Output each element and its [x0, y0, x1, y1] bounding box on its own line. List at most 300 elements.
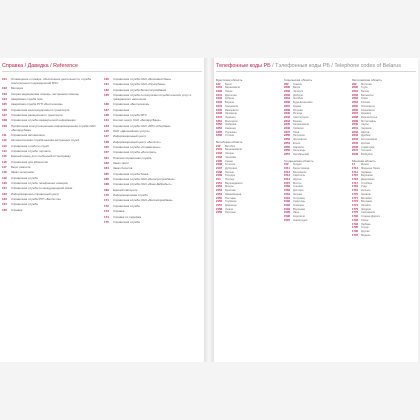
phone-code: 1717 — [352, 181, 358, 185]
phone-code: 2345 — [284, 123, 290, 127]
service-code: 170 — [104, 193, 109, 198]
service-description: Справочная служба ОАО «Приорбанк» — [113, 82, 166, 87]
phone-code: 1716 — [352, 178, 358, 182]
phone-code: 232 — [284, 82, 289, 86]
reference-entry — [2, 161, 100, 165]
city-name: Кричев — [361, 141, 370, 145]
service-code: 109 — [2, 123, 7, 128]
phone-code-row — [216, 134, 280, 138]
service-code: 106 — [2, 107, 7, 112]
city-name: Осиповичи — [361, 104, 375, 108]
reference-entry — [2, 87, 100, 91]
phone-code: 2231 — [352, 90, 358, 93]
service-description: Справочная служба ОАО «Банк Дабрабыт» — [113, 182, 172, 187]
phone-code: 2131 — [216, 148, 222, 152]
service-description: Заказ билетов — [113, 166, 133, 171]
service-code: 147 — [104, 134, 109, 139]
service-description: Справка — [11, 207, 23, 212]
city-name: Ивацевичи — [225, 108, 239, 112]
reference-entry — [2, 209, 100, 213]
city-name: Наровля — [293, 145, 304, 149]
service-description: ОАО «Дальнейшие услуги» — [113, 129, 150, 133]
phone-code: 2246 — [352, 145, 358, 149]
phone-code: 1594 — [284, 207, 290, 211]
city-name: Червень — [361, 170, 372, 174]
service-code: 132 — [104, 87, 109, 92]
city-name: Петриков — [293, 134, 305, 138]
phone-code: 1775 — [352, 207, 358, 211]
service-description: Информационно-справочный центр — [11, 191, 60, 196]
city-name: Костюковичи — [361, 138, 378, 142]
city-name: Дрогичин — [225, 93, 237, 97]
city-name: Несвиж — [361, 192, 371, 196]
service-description: Справочная служба банка — [113, 171, 149, 176]
service-description: Справочная для абонентов — [11, 159, 48, 164]
service-code: 113 — [2, 143, 7, 148]
reference-entry — [104, 125, 202, 129]
city-name: Брагин — [293, 119, 302, 123]
phone-code: 2157 — [216, 203, 222, 207]
phone-code: 2355 — [284, 145, 290, 149]
service-description: Заказ телеграмм — [11, 170, 34, 175]
reference-entry — [104, 216, 202, 220]
region-title: Брестская область — [216, 78, 243, 82]
phone-code: 2132 — [216, 152, 222, 156]
city-name: Ушачи — [225, 207, 234, 211]
city-name: Глубокое — [225, 200, 237, 204]
city-name: Вороново — [293, 207, 306, 211]
phone-code: 2237 — [352, 112, 358, 116]
service-code: 135 — [104, 93, 109, 98]
city-name: Чериков — [361, 127, 372, 131]
service-code: 103 — [2, 91, 7, 96]
service-code: 130 — [104, 77, 109, 81]
phone-code-row — [216, 211, 280, 215]
city-name: Сенно — [225, 159, 233, 163]
phone-code: 2153 — [216, 189, 222, 193]
region-block — [216, 140, 280, 215]
service-description: Аварийная служба РУП «Белтелеком» — [11, 102, 63, 107]
service-code: 116 — [2, 159, 7, 164]
region-block — [352, 159, 416, 238]
phone-code: 2356 — [284, 149, 290, 153]
phone-code: 2139 — [216, 174, 222, 178]
right-page — [214, 58, 418, 362]
reference-entry — [2, 93, 100, 97]
service-description: Автоматическая служба вызова экстренных служб — [11, 138, 80, 143]
phone-code: 17 — [352, 163, 355, 167]
service-code: 165 — [104, 171, 109, 176]
region-title: Могилевская область — [352, 78, 383, 82]
service-code: 120 — [2, 181, 7, 185]
region-title: Витебская область — [216, 140, 243, 145]
phone-code: 2234 — [352, 101, 358, 105]
service-code: 136 — [104, 102, 109, 107]
phone-code: 2235 — [352, 104, 358, 108]
phone-code: 2336 — [284, 101, 290, 105]
reference-entry — [104, 119, 202, 123]
phone-code: 1563 — [284, 189, 290, 193]
city-name: Лепель — [225, 152, 235, 156]
service-code: 141 — [104, 118, 109, 123]
phone-code: 1713 — [352, 166, 358, 170]
city-name: Хойники — [293, 127, 304, 131]
service-code: 161 — [104, 155, 109, 160]
city-name: Ганцевичи — [225, 104, 239, 108]
service-code: 168 — [104, 182, 109, 187]
city-name: Клецк — [361, 218, 369, 222]
region-title: Минская область — [352, 158, 376, 163]
city-name: Пружаны — [225, 130, 237, 134]
reference-entry — [104, 141, 202, 145]
reference-entry — [2, 182, 100, 186]
city-name: Браслав — [225, 189, 236, 193]
service-code: 112 — [2, 138, 7, 143]
phone-code: 2350 — [284, 134, 290, 138]
phone-code: 2135 — [216, 159, 222, 163]
service-description: Справочная железнодорожного транспорта — [11, 107, 70, 112]
city-name: Горки — [361, 97, 368, 101]
service-description: Бюро ремонта — [11, 164, 31, 169]
right-page-header — [216, 63, 401, 69]
reference-entry — [2, 109, 100, 113]
phone-code: 2233 — [352, 97, 358, 101]
city-name: Толочин — [225, 163, 236, 167]
service-description: Справочная служба по международной связи — [11, 186, 73, 191]
city-name: Кировск — [361, 112, 371, 116]
reference-entry — [104, 178, 202, 182]
reference-entry — [2, 134, 100, 138]
service-description: Аварийная служба газа — [11, 96, 43, 101]
phone-code: 2342 — [284, 115, 290, 119]
city-name: Минск — [361, 163, 369, 167]
phone-code: 2244 — [352, 138, 358, 142]
phone-code: 2136 — [216, 163, 222, 167]
phone-code: 1641 — [216, 93, 222, 97]
reference-column-2 — [104, 78, 202, 226]
service-description: Скорая медицинская помощь, экстренная помощь — [11, 91, 79, 96]
phone-code: 1771 — [352, 196, 358, 200]
reference-entry — [2, 155, 100, 159]
service-code: 157 — [104, 150, 109, 155]
service-description: Платная справочная служба — [113, 155, 152, 160]
region-title: Гродненская область — [284, 158, 314, 163]
service-code: 111 — [2, 132, 7, 137]
phone-code: 1514 — [284, 178, 290, 182]
service-code: 145 — [104, 129, 109, 133]
city-name: Каменец — [225, 127, 236, 131]
city-name: Лунинец — [225, 115, 236, 119]
phone-code: 2239 — [352, 119, 358, 123]
phone-code: 2232 — [352, 93, 358, 97]
service-description: Справочная служба — [11, 202, 38, 207]
service-code: 172 — [104, 203, 109, 208]
reference-entry — [2, 145, 100, 149]
right-header-subtitle: / Тэлефонныя коды РБ / Telephone codes of Belarus — [270, 63, 401, 69]
city-name: Кореличи — [293, 215, 305, 219]
service-code: 101 — [2, 77, 7, 81]
city-name: Климовичи — [361, 108, 375, 112]
right-header-title: Телефонные коды РБ — [216, 63, 271, 69]
city-name: Буда-Кошелёво — [293, 101, 313, 105]
phone-code: 1796 — [352, 229, 358, 233]
city-name: Быхов — [361, 90, 369, 93]
region-block — [216, 78, 280, 138]
reference-entry — [104, 83, 202, 87]
service-description: Справочная служба коммерческой информации — [11, 118, 76, 123]
reference-entry — [2, 125, 100, 133]
service-code: 171 — [104, 198, 109, 203]
city-name: Дрибин — [361, 134, 371, 138]
city-name: Островец — [293, 196, 306, 200]
region-block — [284, 78, 348, 157]
service-description: Справочная служба телефонных номеров — [11, 181, 68, 185]
phone-code: 1776 — [352, 211, 358, 215]
reference-entry — [2, 166, 100, 170]
city-name: Витебск — [225, 144, 235, 148]
phone-code: 2330 — [284, 86, 290, 90]
service-description: Справочная служба МТС — [113, 112, 147, 117]
city-name: Добруш — [293, 93, 303, 97]
reference-entry — [104, 205, 202, 209]
codes-column-1 — [216, 78, 280, 217]
reference-entry — [104, 221, 202, 225]
city-name: Могилев — [361, 82, 372, 86]
service-code: 137 — [104, 107, 109, 112]
city-name: Верхнедвинск — [225, 181, 243, 185]
city-name: Дубровно — [225, 166, 238, 170]
reference-entry — [104, 109, 202, 113]
service-description: Информационный центр «Белстат» — [113, 139, 161, 144]
phone-code-row — [284, 153, 348, 157]
city-name: Белыничи — [361, 93, 374, 97]
service-description: Единый call-центр — [113, 187, 138, 192]
city-name: Жодино — [361, 207, 371, 211]
reference-entry — [104, 135, 202, 139]
left-header-rule — [2, 71, 202, 72]
city-name: Житковичи — [293, 138, 307, 142]
phone-code: 1797 — [352, 233, 358, 237]
book-spine — [204, 58, 214, 362]
phone-code: 2155 — [216, 196, 222, 200]
city-name: Щучин — [293, 178, 302, 182]
phone-code-row — [352, 153, 416, 157]
service-code: 166 — [104, 177, 109, 182]
city-name: Шарковщина — [225, 192, 242, 196]
reference-entry — [104, 94, 202, 102]
reference-entry — [104, 194, 202, 198]
city-name: Шклов — [361, 130, 370, 134]
service-code: 175 — [104, 219, 109, 224]
service-code: 108 — [2, 118, 7, 123]
phone-code: 1592 — [284, 200, 290, 204]
city-name: Лоев — [293, 130, 300, 134]
city-name: Чашники — [225, 155, 237, 159]
reference-entry — [2, 119, 100, 123]
phone-code: 1562 — [284, 185, 290, 189]
city-name: Столбцы — [361, 181, 373, 185]
service-code: 121 — [2, 186, 7, 191]
phone-code: 1651 — [216, 119, 222, 123]
service-description: Милиция — [11, 86, 24, 91]
phone-code: 1591 — [284, 196, 290, 200]
city-name: Докшицы — [225, 203, 237, 207]
left-page-header — [2, 63, 78, 69]
service-description: Информационная служба — [113, 193, 148, 198]
city-name: Малорита — [225, 119, 238, 123]
city-name: Корма — [293, 104, 301, 108]
phone-code: 2138 — [216, 170, 222, 174]
service-description: Единый номер для сообщений в Горсправку — [11, 154, 71, 159]
left-page — [0, 58, 204, 362]
phone-code: 1792 — [352, 215, 358, 219]
codes-column-3 — [352, 78, 416, 239]
phone-code: 162 — [216, 82, 221, 86]
service-code: 122 — [2, 191, 7, 196]
city-name: Калинковичи — [293, 123, 310, 127]
city-name: Ветка — [293, 86, 301, 90]
phone-code: 1642 — [216, 97, 222, 101]
city-name: Логойск — [361, 203, 371, 207]
phone-code: 2243 — [352, 134, 358, 138]
city-name: Ошмяны — [293, 203, 304, 207]
city-name: Любань — [361, 222, 371, 226]
service-description: Справочная служба ОАО «Белгазпромбанк» — [113, 198, 173, 203]
city-name: Ивье — [293, 211, 300, 215]
reference-entry — [104, 114, 202, 118]
city-name: Мстиславль — [361, 119, 377, 123]
city-name: Хотимск — [361, 149, 372, 153]
phone-code: 1718 — [352, 185, 358, 189]
phone-code: 1593 — [284, 203, 290, 207]
service-code: 119 — [2, 175, 7, 180]
city-name: Гомель — [293, 82, 302, 86]
phone-code: 2334 — [284, 97, 290, 101]
city-name: Краснополье — [361, 115, 378, 119]
service-description: Справочная о работе служб — [11, 143, 49, 148]
reference-entry — [104, 151, 202, 155]
service-description: Контакт-центр ОАО «БеларусБанк» — [113, 118, 161, 123]
phone-code: 1596 — [284, 215, 290, 219]
city-name: Чечерск — [293, 90, 304, 93]
city-name: Мядель — [361, 233, 371, 237]
service-description: Справочная служба «Справочные» — [113, 145, 161, 150]
phone-code: 1772 — [352, 200, 358, 204]
phone-code: 2353 — [284, 138, 290, 142]
service-code: 105 — [2, 102, 7, 107]
phone-code: 2137 — [216, 166, 222, 170]
service-code: 131 — [104, 82, 109, 87]
phone-code: 1564 — [284, 192, 290, 196]
service-description: Справочная служба РУП «Белпочта» — [11, 197, 61, 202]
service-description: Справочная «Белтелеком» — [113, 102, 150, 107]
phone-code: 1632 — [216, 90, 222, 93]
reference-entry — [104, 183, 202, 187]
city-name: Брест — [225, 82, 233, 86]
right-header-rule — [216, 71, 416, 72]
phone-code: 2159 — [216, 211, 222, 215]
phone-code: 2151 — [216, 181, 222, 185]
reference-entry — [2, 98, 100, 102]
service-code: 118 — [2, 170, 7, 175]
service-description: Справочная служба «Интеграл» — [113, 150, 157, 155]
city-name: Старые Дороги — [361, 215, 381, 219]
service-description: Оповещение о пожаре, обеспечение деятельности, служба спасательных подразделений МЧС — [11, 77, 91, 85]
city-name: Слоним — [293, 185, 303, 189]
service-description: Заказ такси — [113, 161, 129, 166]
reference-entry — [2, 193, 100, 197]
city-name: Миоры — [225, 185, 234, 189]
service-description: Информационный центр — [113, 134, 147, 139]
phone-code: 1643 — [216, 101, 222, 105]
city-name: Светлогорск — [293, 115, 309, 119]
service-description: Справочная служба торговли — [11, 148, 51, 153]
reference-entry — [2, 198, 100, 202]
phone-code: 1774 — [352, 203, 358, 207]
reference-entry — [2, 78, 100, 86]
phone-code: 1770 — [352, 192, 358, 196]
service-description: Справочная служба Белагропромбанка — [113, 87, 167, 92]
reference-entry — [2, 171, 100, 175]
phone-code: 1595 — [284, 211, 290, 215]
reference-entry — [104, 89, 202, 93]
phone-code: 2337 — [284, 104, 290, 108]
phone-code-row — [284, 219, 348, 223]
city-name: Дзержинск — [361, 178, 375, 182]
city-name: Воложин — [361, 200, 373, 204]
city-name: Бобруйск — [361, 152, 373, 156]
phone-code: 1793 — [352, 218, 358, 222]
phone-code: 1512 — [284, 170, 290, 174]
phone-code: 2354 — [284, 141, 290, 145]
phone-code: 2357 — [284, 152, 290, 156]
city-name: Дятлово — [293, 189, 304, 193]
city-name: Жлобин — [293, 97, 304, 101]
phone-code: 2133 — [216, 155, 222, 159]
service-description: Справочная служба — [113, 203, 140, 208]
service-description: Справка по тарифам — [113, 214, 142, 219]
city-name: Поставы — [225, 196, 236, 200]
phone-code: 1794 — [352, 222, 358, 226]
reference-entry — [104, 189, 202, 193]
service-description: Справочная служба — [113, 219, 140, 224]
phone-code: 1652 — [216, 123, 222, 127]
phone-code: 2154 — [216, 192, 222, 196]
city-name: Узда — [361, 185, 367, 189]
phone-code: 152 — [284, 163, 289, 167]
phone-code: 214 — [216, 178, 221, 182]
service-code: 173 — [104, 209, 109, 214]
city-name: Марьина Горка — [361, 166, 380, 170]
city-name: Рогачёв — [293, 108, 303, 112]
reference-entry — [2, 177, 100, 181]
service-code: 164 — [104, 166, 109, 171]
city-name: Новогрудок — [293, 218, 308, 222]
service-code: 104 — [2, 96, 7, 101]
reference-entry — [2, 150, 100, 154]
phone-code: 2340 — [284, 112, 290, 116]
city-name: Столин — [225, 134, 235, 138]
phone-code: 1511 — [284, 166, 290, 170]
city-name: Октябрьский — [293, 152, 309, 156]
phone-code: 2238 — [352, 115, 358, 119]
city-name: Речица — [293, 112, 303, 116]
phone-code: 222 — [352, 82, 357, 86]
phone-code: 1714 — [352, 170, 358, 174]
reference-entry — [104, 199, 202, 203]
reference-entry — [104, 157, 202, 161]
region-title: Гомельская область — [284, 78, 313, 82]
